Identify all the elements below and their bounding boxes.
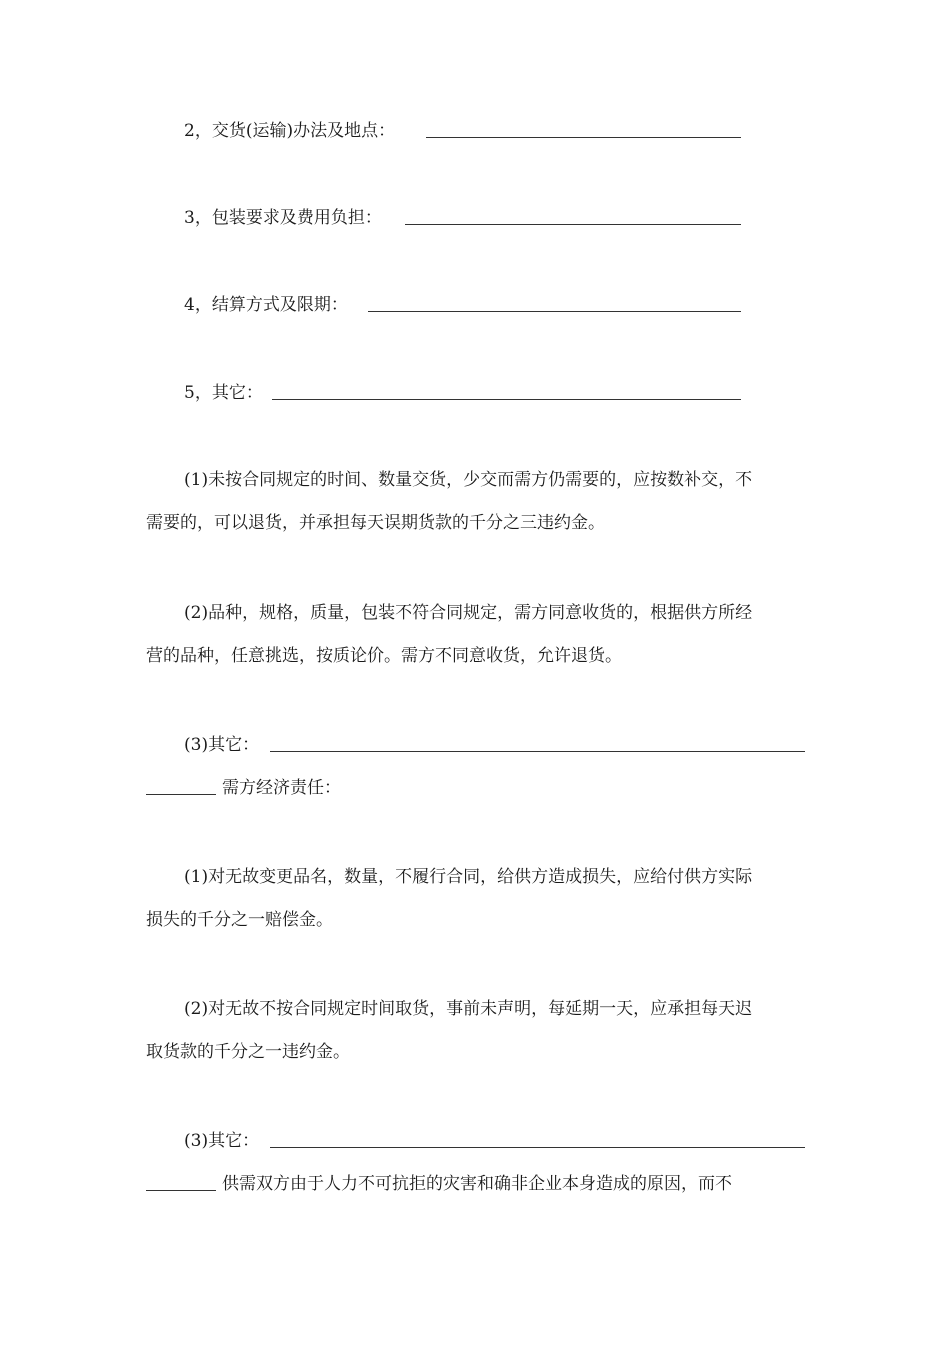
item-5-blank bbox=[272, 399, 741, 400]
item-2-label: 2，交货(运输)办法及地点： bbox=[184, 121, 396, 141]
buyer-clause-3-blank bbox=[270, 1147, 805, 1148]
supplier-clause-1-line-1: (1)未按合同规定的时间、数量交货，少交而需方仍需要的，应按数补交，不 bbox=[184, 470, 753, 490]
buyer-clause-2-line-1: (2)对无故不按合同规定时间取货，事前未声明，每延期一天，应承担每天迟 bbox=[184, 999, 753, 1019]
buyer-clause-2-line-2: 取货款的千分之一违约金。 bbox=[146, 1042, 350, 1062]
item-3-label: 3，包装要求及费用负担： bbox=[184, 208, 382, 228]
item-5-label: 5，其它： bbox=[184, 383, 263, 403]
force-majeure-text: 供需双方由于人力不可抗拒的灾害和确非企业本身造成的原因，而不 bbox=[222, 1174, 732, 1194]
supplier-clause-3-label: (3)其它： bbox=[184, 735, 260, 755]
supplier-clause-2-line-2: 营的品种，任意挑选，按质论价。需方不同意收货，允许退货。 bbox=[146, 646, 622, 666]
item-3-blank bbox=[405, 224, 741, 225]
buyer-clause-1-line-1: (1)对无故变更品名，数量，不履行合同，给供方造成损失，应给付供方实际 bbox=[184, 867, 753, 887]
supplier-clause-3-blank bbox=[270, 751, 805, 752]
buyer-clause-1-line-2: 损失的千分之一赔偿金。 bbox=[146, 910, 333, 930]
item-4-label: 4，结算方式及限期： bbox=[184, 295, 348, 315]
item-2-blank bbox=[426, 137, 741, 138]
supplier-clause-2-line-1: (2)品种，规格，质量，包装不符合同规定，需方同意收货的，根据供方所经 bbox=[184, 603, 753, 623]
buyer-liability-heading: 需方经济责任： bbox=[222, 778, 341, 798]
supplier-clause-1-line-2: 需要的，可以退货，并承担每天误期货款的千分之三违约金。 bbox=[146, 513, 605, 533]
buyer-clause-3-label: (3)其它： bbox=[184, 1131, 260, 1151]
buyer-clause-3-blank-cont bbox=[146, 1190, 216, 1191]
item-4-blank bbox=[368, 311, 741, 312]
supplier-clause-3-blank-cont bbox=[146, 794, 216, 795]
